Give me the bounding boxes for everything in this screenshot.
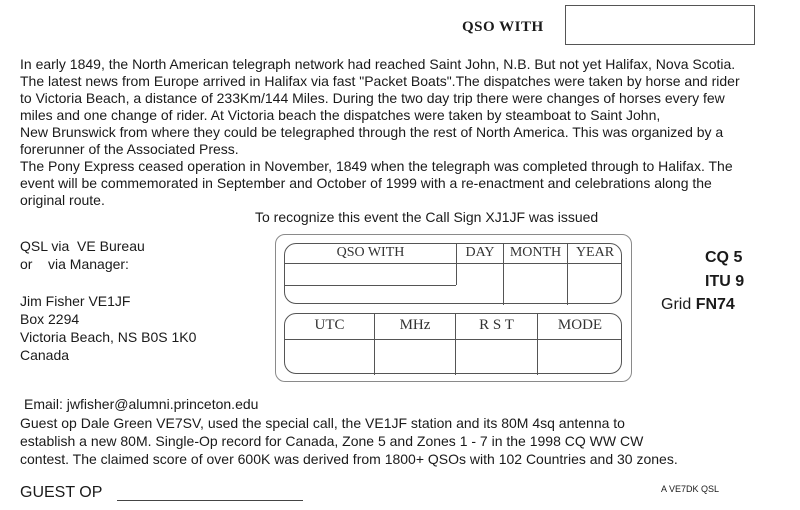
qso-with-field[interactable]: [565, 5, 755, 45]
history-line: event will be commemorated in September and October of 1999 with a re-enactment and celebrations along the: [20, 175, 712, 191]
cq-zone: [705, 249, 742, 267]
email-address: Email: jwfisher@alumni.princeton.edu: [24, 396, 259, 412]
log-field-mode[interactable]: [539, 341, 621, 373]
log-divider: [285, 339, 621, 340]
log-field-day[interactable]: [458, 265, 502, 303]
history-line: In early 1849, the North American telegraph network had reached Saint John, N.B. But not yet Halifax, Nova Scotia.: [20, 56, 736, 72]
address-line: Jim Fisher VE1JF: [20, 293, 131, 309]
guest-line: establish a new 80M. Single-Op record for Canada, Zone 5 and Zones 1 - 7 in the 1998 CQ WW CW: [20, 433, 644, 449]
log-header-year: YEAR: [575, 245, 615, 260]
itu-zone-label: ITU: [705, 273, 731, 290]
log-field-mhz[interactable]: [376, 341, 454, 373]
itu-zone-value: 9: [735, 273, 745, 290]
history-line: miles and one change of rider. At Victoria beach the dispatches were taken by steamboat to Saint John,: [20, 107, 661, 123]
grid-square-value: FN74: [695, 296, 735, 313]
qso-with-label: QSO WITH: [462, 19, 544, 35]
cq-zone-value: 5: [733, 249, 743, 266]
qsl-route: [20, 237, 145, 273]
log-field-year[interactable]: [569, 265, 621, 303]
qso-log-bottom-panel: [284, 313, 622, 374]
log-header-day: DAY: [465, 245, 495, 260]
guest-op-paragraph: [20, 414, 790, 468]
log-field-month[interactable]: [505, 265, 566, 303]
guest-op-label: GUEST OP: [20, 484, 103, 501]
history-line: original route.: [20, 192, 105, 208]
history-line: New Brunswick from where they could be telegraphed through the rest of North America. This was organized by a: [20, 124, 724, 140]
cq-zone-label: CQ: [705, 249, 729, 266]
log-field-rst[interactable]: [457, 341, 536, 373]
mailing-address: [20, 292, 196, 364]
log-header-qso-with: QSO WITH: [336, 245, 405, 260]
qsl-route-line: or via Manager:: [20, 256, 129, 272]
guest-op-signature-line[interactable]: [117, 500, 303, 501]
history-line: to Victoria Beach, a distance of 233Km/144 Miles. During the two day trip there were changes of horses every few: [20, 90, 725, 106]
address-line: Canada: [20, 347, 70, 363]
address-line: Box 2294: [20, 311, 80, 327]
itu-zone: [705, 273, 744, 291]
qso-log-top-panel: [284, 243, 622, 304]
address-line: Victoria Beach, NS B0S 1K0: [20, 329, 197, 345]
log-field-utc[interactable]: [287, 341, 373, 373]
log-divider: [285, 285, 456, 286]
history-paragraph: [20, 56, 790, 209]
vendor-credit: A VE7DK QSL: [661, 484, 720, 494]
guest-line: contest. The claimed score of over 600K was derived from 1800+ QSOs with 102 Countries and 30 zones.: [20, 451, 678, 467]
call-sign-notice: To recognize this event the Call Sign XJ1JF was issued: [255, 209, 599, 225]
history-line: The Pony Express ceased operation in November, 1849 when the telegraph was completed through to Halifax. The: [20, 158, 733, 174]
qso-log-card: [275, 234, 632, 382]
log-header-mhz: MHz: [399, 317, 431, 333]
log-field-qso-with[interactable]: [287, 265, 454, 283]
log-header-month: MONTH: [509, 245, 562, 260]
log-header-utc: UTC: [314, 317, 345, 333]
log-header-mode: MODE: [557, 317, 603, 333]
log-header-rst: R S T: [479, 317, 514, 333]
log-divider: [285, 263, 621, 264]
qsl-route-line: QSL via VE Bureau: [20, 238, 145, 254]
guest-line: Guest op Dale Green VE7SV, used the special call, the VE1JF station and its 80M 4sq antenna to: [20, 415, 625, 431]
grid-square: [661, 296, 735, 314]
history-line: forerunner of the Associated Press.: [20, 141, 239, 157]
history-line: The latest news from Europe arrived in Halifax via fast "Packet Boats".The dispatches were taken by horse and rider: [20, 73, 740, 89]
grid-square-label: Grid: [661, 296, 692, 313]
